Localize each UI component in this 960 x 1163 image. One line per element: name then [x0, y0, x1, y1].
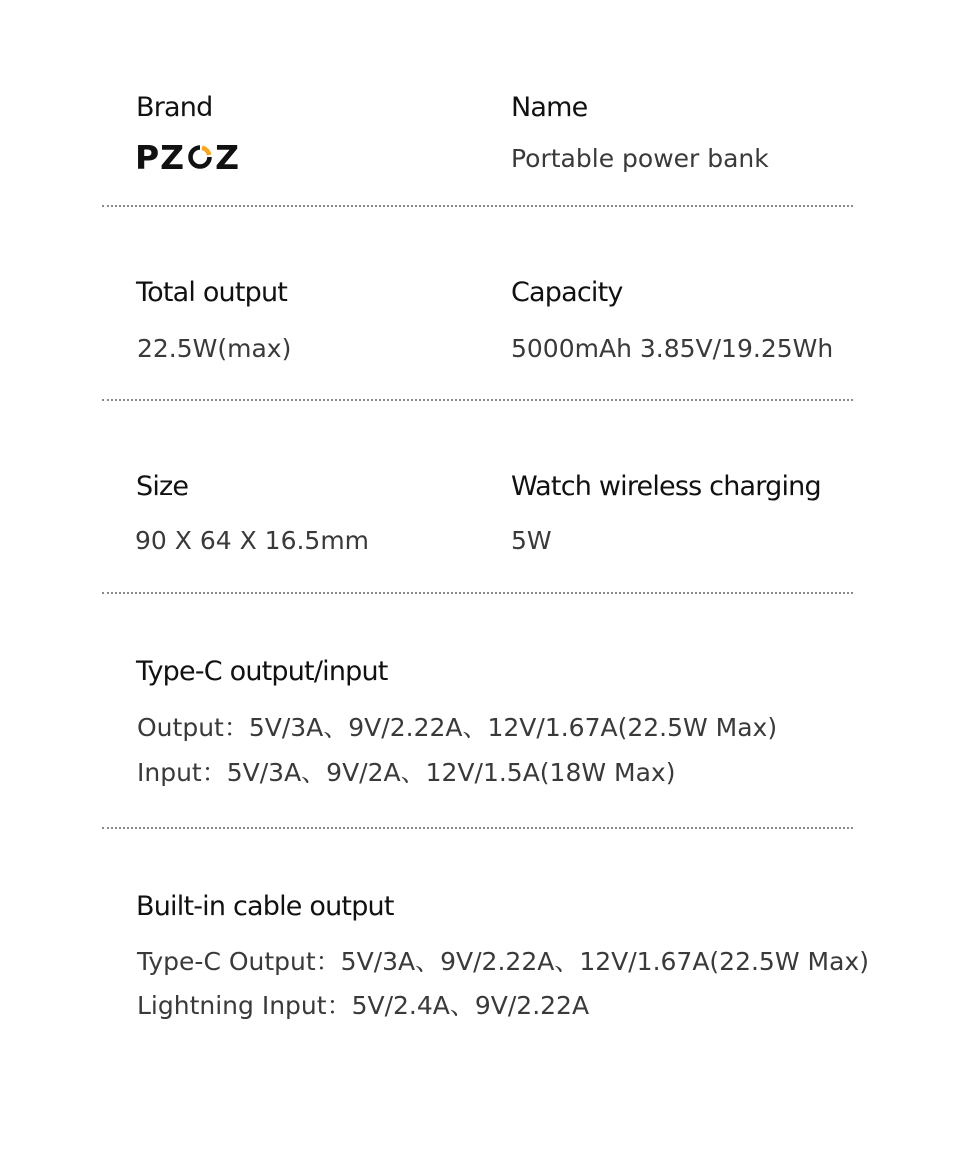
typec-output-line: Output：5V/3A、9V/2.22A、12V/1.67A(22.5W Max)	[137, 713, 778, 742]
pzoz-logo	[135, 137, 241, 177]
total-output-label: Total output	[136, 277, 288, 308]
cable-lightning-line: Lightning Input：5V/2.4A、9V/2.22A	[137, 991, 590, 1020]
capacity-value: 5000mAh 3.85V/19.25Wh	[511, 334, 834, 363]
divider-4	[102, 827, 853, 829]
size-value: 90 X 64 X 16.5mm	[135, 526, 370, 555]
capacity-label: Capacity	[511, 277, 623, 308]
builtin-cable-label: Built-in cable output	[136, 891, 394, 922]
logo-text-left: PZ	[135, 137, 186, 177]
cable-typec-line: Type-C Output：5V/3A、9V/2.22A、12V/1.67A(22.5W Max)	[137, 947, 869, 976]
name-value: Portable power bank	[511, 144, 769, 173]
brand-label: Brand	[136, 92, 213, 123]
watch-charging-value: 5W	[511, 526, 552, 555]
watch-charging-label: Watch wireless charging	[511, 471, 821, 502]
total-output-value: 22.5W(max)	[137, 334, 292, 363]
size-label: Size	[136, 471, 189, 502]
logo-o-icon	[188, 145, 212, 169]
divider-2	[102, 399, 853, 401]
divider-3	[102, 592, 853, 594]
logo-text-right: Z	[215, 137, 241, 177]
divider-1	[102, 205, 853, 207]
typec-input-line: Input：5V/3A、9V/2A、12V/1.5A(18W Max)	[137, 758, 676, 787]
typec-label: Type-C output/input	[136, 656, 388, 687]
name-label: Name	[511, 92, 588, 123]
